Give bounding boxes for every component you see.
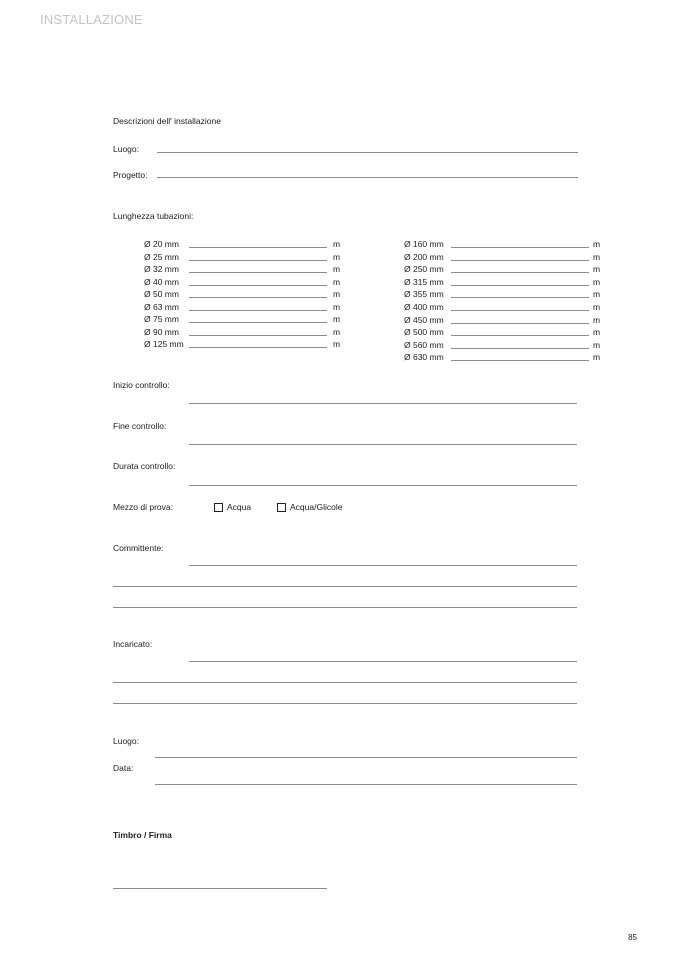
luogo2-field-line[interactable]	[155, 757, 577, 758]
pipe-row	[144, 277, 349, 290]
committente-label: Committente:	[113, 543, 164, 553]
acqua-glicole-label: Acqua/Glicole	[290, 502, 343, 512]
pipe-diameter-label: Ø 560 mm	[404, 339, 444, 350]
page-number: 85	[628, 933, 637, 942]
luogo-label: Luogo:	[113, 144, 139, 154]
data-label: Data:	[113, 763, 134, 773]
luogo2-label: Luogo:	[113, 736, 139, 746]
pipe-unit-label: m	[333, 276, 341, 287]
incaricato-field-line-1[interactable]	[189, 661, 577, 662]
pipe-length-line[interactable]	[189, 322, 327, 323]
pipe-length-line[interactable]	[189, 247, 327, 248]
pipe-diameter-label: Ø 32 mm	[144, 264, 179, 274]
pipe-row	[404, 277, 604, 290]
pipe-length-line[interactable]	[189, 260, 327, 261]
pipe-unit-label: m	[333, 289, 341, 299]
page-header-title: INSTALLAZIONE	[40, 12, 143, 27]
durata-field-line[interactable]	[189, 485, 577, 486]
pipe-unit-label: m	[593, 289, 601, 300]
pipe-diameter-label: Ø 400 mm	[404, 302, 444, 312]
pipe-row	[404, 352, 604, 365]
acqua-checkbox[interactable]	[214, 502, 251, 512]
pipe-length-line[interactable]	[189, 347, 327, 348]
pipe-diameter-label: Ø 50 mm	[144, 289, 179, 299]
incaricato-label: Incaricato:	[113, 639, 153, 649]
acqua-glicole-checkbox[interactable]	[277, 502, 342, 512]
pipe-row	[404, 327, 604, 340]
pipe-row	[144, 302, 349, 315]
pipe-unit-label: m	[333, 326, 341, 337]
pipe-row	[144, 314, 349, 327]
pipe-diameter-label: Ø 125 mm	[144, 339, 184, 349]
pipe-length-line[interactable]	[451, 360, 589, 361]
pipe-unit-label: m	[593, 339, 601, 350]
pipe-row	[404, 315, 604, 328]
pipe-row	[404, 252, 604, 265]
checkbox-square-icon	[214, 503, 223, 512]
pipe-row	[144, 289, 349, 302]
pipe-diameter-label: Ø 25 mm	[144, 251, 179, 262]
mezzo-label: Mezzo di prova:	[113, 502, 173, 512]
durata-label: Durata controllo:	[113, 461, 176, 471]
inizio-field-line[interactable]	[189, 403, 577, 404]
inizio-label: Inizio controllo:	[113, 380, 170, 390]
pipe-length-line[interactable]	[451, 285, 589, 286]
incaricato-field-line-2[interactable]	[113, 682, 577, 683]
luogo-field-line[interactable]	[157, 152, 578, 153]
progetto-label: Progetto:	[113, 170, 148, 180]
pipe-diameter-label: Ø 250 mm	[404, 264, 444, 275]
data-field-line[interactable]	[155, 784, 577, 785]
pipe-unit-label: m	[593, 239, 601, 249]
pipe-unit-label: m	[593, 251, 601, 262]
pipe-length-line[interactable]	[189, 335, 327, 336]
pipe-row	[404, 289, 604, 302]
pipe-diameter-label: Ø 200 mm	[404, 251, 444, 262]
pipe-unit-label: m	[333, 264, 341, 274]
pipe-unit-label: m	[593, 314, 601, 325]
pipe-unit-label: m	[333, 314, 341, 324]
pipe-diameter-label: Ø 63 mm	[144, 301, 179, 312]
pipe-diameter-label: Ø 315 mm	[404, 276, 444, 287]
pipe-diameter-label: Ø 75 mm	[144, 314, 179, 324]
pipe-length-line[interactable]	[451, 297, 589, 298]
committente-field-line-3[interactable]	[113, 607, 577, 608]
pipe-unit-label: m	[333, 339, 341, 349]
pipe-unit-label: m	[333, 239, 341, 249]
pipe-length-line[interactable]	[451, 272, 589, 273]
pipe-row	[404, 239, 604, 252]
pipe-length-line[interactable]	[451, 335, 589, 336]
checkbox-square-icon	[277, 503, 286, 512]
pipe-diameter-label: Ø 630 mm	[404, 352, 444, 363]
pipe-unit-label: m	[333, 251, 341, 262]
pipe-unit-label: m	[593, 264, 601, 275]
fine-label: Fine controllo:	[113, 421, 167, 431]
pipe-length-line[interactable]	[189, 297, 327, 298]
pipe-unit-label: m	[593, 276, 601, 287]
pipe-unit-label: m	[333, 301, 341, 312]
pipe-length-line[interactable]	[451, 348, 589, 349]
pipe-row	[404, 302, 604, 315]
pipe-row	[144, 264, 349, 277]
pipe-diameter-label: Ø 450 mm	[404, 314, 444, 325]
pipe-row	[144, 327, 349, 340]
pipe-row	[144, 339, 349, 352]
pipe-unit-label: m	[593, 327, 601, 338]
pipe-diameter-label: Ø 40 mm	[144, 276, 179, 287]
acqua-label: Acqua	[227, 502, 252, 512]
pipe-length-line[interactable]	[451, 323, 589, 324]
pipe-length-line[interactable]	[451, 260, 589, 261]
pipe-diameter-label: Ø 20 mm	[144, 239, 179, 249]
section-title: Descrizioni dell' installazione	[113, 116, 221, 126]
pipe-length-line[interactable]	[451, 247, 589, 248]
pipe-row	[144, 252, 349, 265]
pipe-length-line[interactable]	[451, 310, 589, 311]
progetto-field-line[interactable]	[157, 177, 578, 178]
pipe-length-line[interactable]	[189, 272, 327, 273]
incaricato-field-line-3[interactable]	[113, 703, 577, 704]
pipe-diameter-label: Ø 160 mm	[404, 239, 444, 249]
pipe-unit-label: m	[593, 352, 601, 363]
fine-field-line[interactable]	[189, 444, 577, 445]
pipe-row	[404, 264, 604, 277]
committente-field-line-2[interactable]	[113, 586, 577, 587]
pipe-row	[404, 340, 604, 353]
pipe-diameter-label: Ø 500 mm	[404, 327, 444, 338]
pipes-title: Lunghezza tubazioni:	[113, 211, 194, 221]
committente-field-line-1[interactable]	[189, 565, 577, 566]
pipe-diameter-label: Ø 355 mm	[404, 289, 444, 300]
pipe-diameter-label: Ø 90 mm	[144, 326, 179, 337]
signature-line[interactable]	[113, 888, 327, 889]
pipe-length-line[interactable]	[189, 310, 327, 311]
pipe-row	[144, 239, 349, 252]
timbro-label: Timbro / Firma	[113, 830, 172, 840]
pipe-unit-label: m	[593, 302, 601, 312]
pipe-length-line[interactable]	[189, 285, 327, 286]
